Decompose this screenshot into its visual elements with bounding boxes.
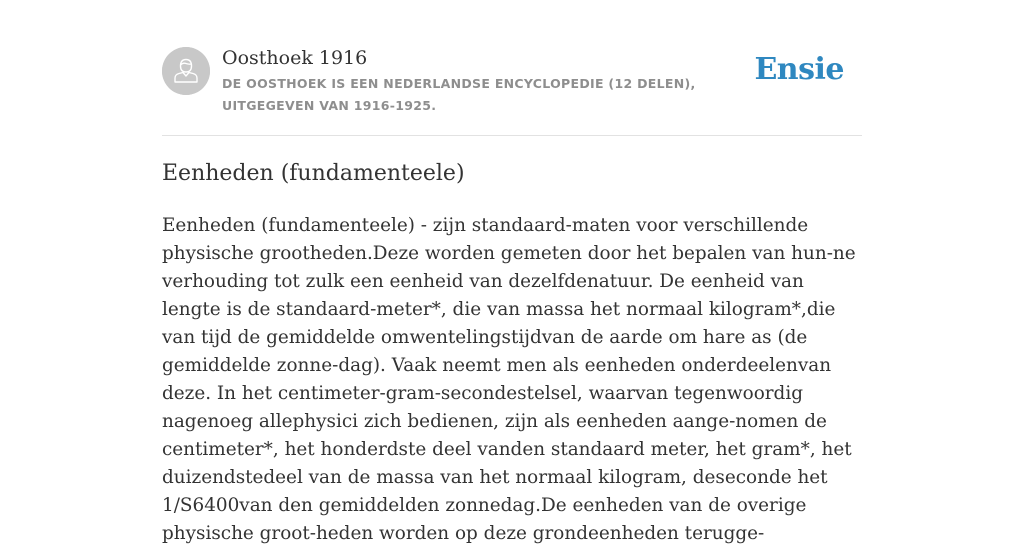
- header-divider: [162, 135, 862, 136]
- entry-title: Eenheden (fundamenteele): [162, 161, 465, 186]
- entry-body: Eenheden (fundamenteele) - zijn standaard-maten voor verschillende physische grootheden.Deze worden gemeten door het bepalen van hun-ne verhouding tot zulk een eenheid van dezelfdenatuur. De eenheid van lengte is de standaard-meter*, die van massa het normaal kilogram*,die van tijd de gemiddelde omwentelingstijdvan de aarde om hare as (de gemiddelde zonne-dag). Vaak neemt men als eenheden onderdeelenvan deze. In het centimeter-gram-secondestelsel, waarvan tegenwoordig nagenoeg allephysici zich bedienen, zijn als eenheden aange-nomen de centimeter*, het honderdste deel vanden standaard meter, het gram*, het duizendstedeel van de massa van het normaal kilogram, deseconde het 1/S6400van den gemiddelden zonnedag.De eenheden van de overige physische groot-heden worden op deze grondeenheden terugge-: [162, 215, 856, 544]
- source-header: [162, 46, 862, 136]
- source-title[interactable]: Oosthoek 1916: [222, 47, 368, 69]
- ensie-logo[interactable]: Ensie: [754, 52, 844, 87]
- user-avatar-icon: [162, 47, 210, 95]
- source-description: DE OOSTHOEK IS EEN NEDERLANDSE ENCYCLOPEDIE (12 DELEN), UITGEGEVEN VAN 1916-1925.: [222, 76, 696, 113]
